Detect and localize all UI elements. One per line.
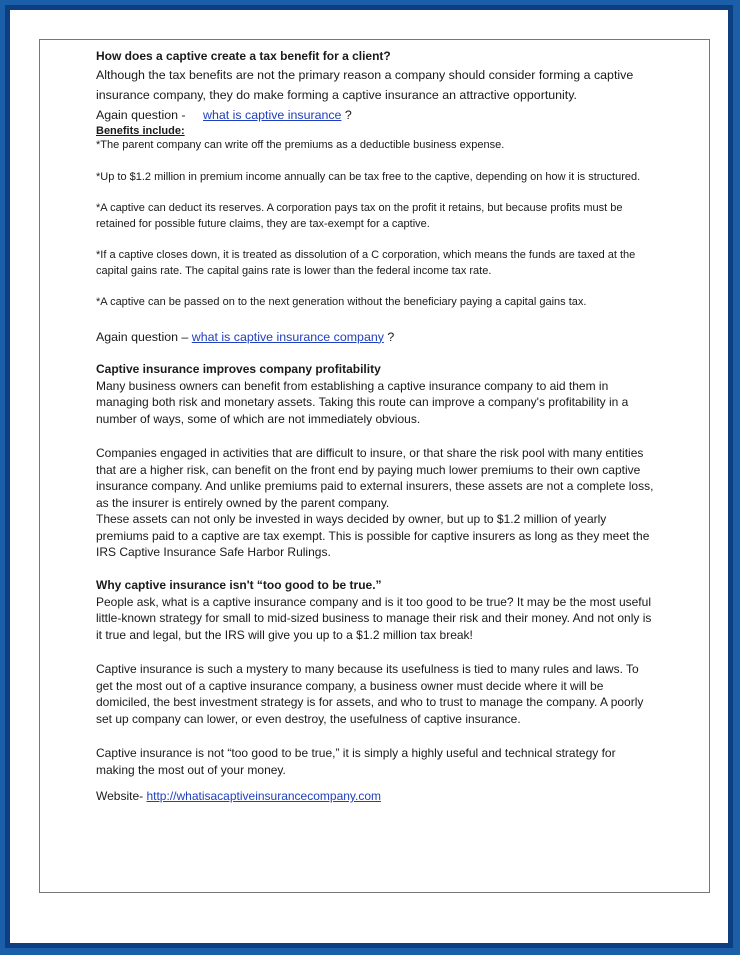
benefit-item: *A captive can deduct its reserves. A corporation pays tax on the profit it retains, but because profits must be retained for possible future claims, they are tax-exempt for a captive. [96, 202, 623, 230]
website-prefix: Website- [96, 789, 147, 803]
website-line [96, 788, 656, 805]
profitability-paragraph-2: Companies engaged in activities that are difficult to insure, or that share the risk pool with many entities that are a higher risk, can benefit on the front end by paying much lower premiums to their own captive insurance company. And unlike premiums paid to external insurers, these assets are not a complete loss, as the insurer is entirely owned by the parent company. [96, 446, 654, 510]
section-heading-profitability: Captive insurance improves company profitability [96, 361, 381, 376]
profitability-paragraph-3: These assets can not only be invested in ways decided by owner, but up to $1.2 million of yearly premiums paid to a captive are tax exempt. This is possible for captive insurers as long as they meet the IRS Captive Insurance Safe Harbor Rulings. [96, 512, 650, 559]
too-good-paragraph-2: Captive insurance is such a mystery to many because its usefulness is tied to many rules and laws. To get the most out of a captive insurance company, a business owner must decide where it will be domiciled, the best investment strategy is for assets, and who to trust to manage the company. A poorly set up company can lower, or even destroy, the usefulness of captive insurance. [96, 662, 644, 726]
website-link[interactable]: http://whatisacaptiveinsurancecompany.com [146, 789, 382, 803]
section-heading-too-good: Why captive insurance isn't “too good to be true.” [96, 577, 382, 592]
intro-paragraph: Although the tax benefits are not the primary reason a company should consider forming a captive insurance company, they do make forming a captive insurance an attractive opportunity. [96, 68, 634, 102]
benefit-item: *The parent company can write off the premiums as a deductible business expense. [96, 139, 505, 151]
section-heading-tax-benefit: How does a captive create a tax benefit for a client? [96, 49, 391, 63]
profitability-paragraph-1: Many business owners can benefit from establishing a captive insurance company to aid them in managing both risk and monetary assets. Taking this route can improve a company's profitability in a number of ways, some of which are not immediately obvious. [96, 378, 629, 426]
again-question-suffix: ? [341, 108, 352, 122]
outer-frame [5, 5, 733, 948]
benefits-heading: Benefits include: [96, 125, 185, 137]
benefit-item: *If a captive closes down, it is treated as dissolution of a C corporation, which means the funds are taxed at the capital gains rate. The capital gains rate is lower than the federal income tax rate. [96, 249, 636, 277]
again-question-line [96, 105, 656, 125]
benefit-item: *A captive can be passed on to the next generation without the beneficiary paying a capital gains tax. [96, 296, 587, 308]
what-is-captive-insurance-company-link[interactable]: what is captive insurance company [191, 329, 384, 344]
again-question-prefix: Again question - [96, 108, 186, 122]
again-question-line-2 [96, 327, 656, 347]
benefit-item: *Up to $1.2 million in premium income annually can be tax free to the captive, depending on how it is structured. [96, 170, 641, 183]
too-good-paragraph-1: People ask, what is a captive insurance company and is it too good to be true? It may be the most useful little-known strategy for small to mid-sized business to manage their risk and their money. And not only is it true and legal, but the IRS will give you up to a $1.2 million tax break! [96, 594, 652, 642]
again-question-2-suffix: ? [383, 329, 395, 344]
again-question-2-prefix: Again question – [96, 329, 192, 344]
document-page [39, 39, 710, 893]
document-content [96, 48, 656, 805]
what-is-captive-insurance-link[interactable]: what is captive insurance [203, 108, 342, 122]
too-good-paragraph-3: Captive insurance is not “too good to be true,” it is simply a highly useful and technical strategy for making the most out of your money. [96, 746, 616, 777]
